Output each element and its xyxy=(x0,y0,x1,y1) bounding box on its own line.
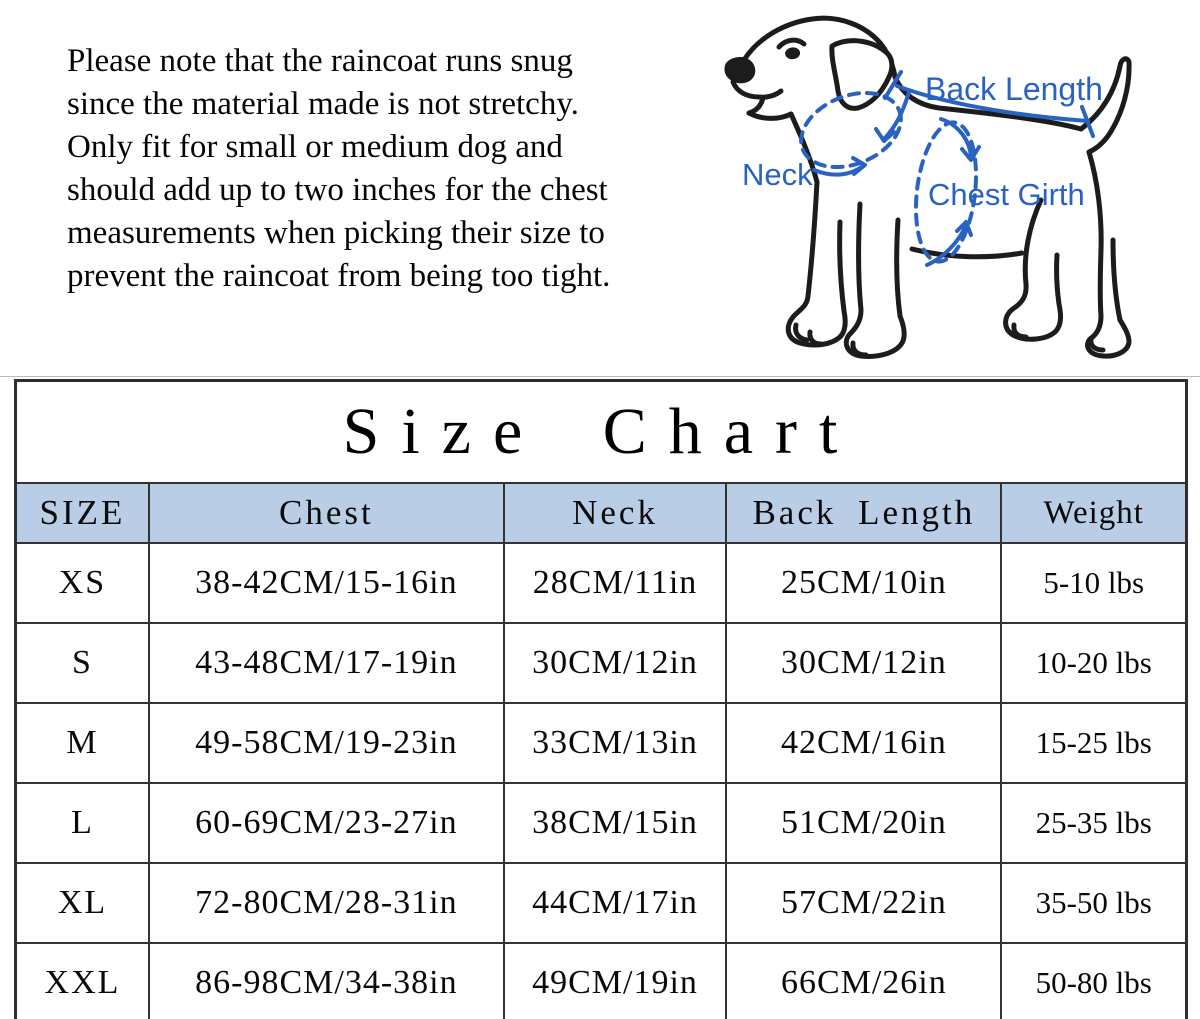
note-line: Please note that the raincoat runs snug xyxy=(67,43,573,79)
column-header-chest: Chest xyxy=(149,483,504,543)
cell-chest: 49-58CM/19-23in xyxy=(149,703,504,783)
size-chart-table xyxy=(14,379,1188,1019)
cell-back-length: 51CM/20in xyxy=(726,783,1001,863)
note-line: since the material made is not stretchy. xyxy=(67,86,579,122)
column-header-back-length: Back Length xyxy=(726,483,1001,543)
cell-size: XL xyxy=(16,863,149,943)
cell-size: S xyxy=(16,623,149,703)
cell-neck: 49CM/19in xyxy=(504,943,726,1019)
table-row-xxl xyxy=(16,943,1187,1019)
cell-size: M xyxy=(16,703,149,783)
table-row-l xyxy=(16,783,1187,863)
cell-back-length: 66CM/26in xyxy=(726,943,1001,1019)
column-header-size: SIZE xyxy=(16,483,149,543)
cell-weight: 25-35 lbs xyxy=(1001,783,1186,863)
table-row-m xyxy=(16,703,1187,783)
table-row-s xyxy=(16,623,1187,703)
note-line: Only fit for small or medium dog and xyxy=(67,129,563,165)
note-line: prevent the raincoat from being too tight. xyxy=(67,258,611,294)
size-chart-title-row xyxy=(16,381,1187,484)
table-row-xl xyxy=(16,863,1187,943)
cell-neck: 38CM/15in xyxy=(504,783,726,863)
cell-neck: 33CM/13in xyxy=(504,703,726,783)
cell-back-length: 30CM/12in xyxy=(726,623,1001,703)
cell-chest: 72-80CM/28-31in xyxy=(149,863,504,943)
cell-size: XXL xyxy=(16,943,149,1019)
cell-back-length: 25CM/10in xyxy=(726,543,1001,623)
cell-neck: 44CM/17in xyxy=(504,863,726,943)
cell-chest: 60-69CM/23-27in xyxy=(149,783,504,863)
cell-chest: 86-98CM/34-38in xyxy=(149,943,504,1019)
cell-back-length: 57CM/22in xyxy=(726,863,1001,943)
note-line: should add up to two inches for the chest xyxy=(67,172,608,208)
cell-weight: 35-50 lbs xyxy=(1001,863,1186,943)
cell-weight: 50-80 lbs xyxy=(1001,943,1186,1019)
cell-chest: 38-42CM/15-16in xyxy=(149,543,504,623)
cell-weight: 5-10 lbs xyxy=(1001,543,1186,623)
back-length-label: Back Length xyxy=(925,71,1103,107)
dog-eye xyxy=(785,47,800,59)
size-chart-title: Size Chart xyxy=(16,381,1187,484)
table-row-xs xyxy=(16,543,1187,623)
dog-illustration xyxy=(700,2,1190,368)
section-divider xyxy=(0,376,1200,377)
size-chart-header-row xyxy=(16,483,1187,543)
cell-neck: 30CM/12in xyxy=(504,623,726,703)
cell-weight: 15-25 lbs xyxy=(1001,703,1186,783)
measurement-annotations xyxy=(742,71,1103,265)
note-line: measurements when picking their size to xyxy=(67,215,605,251)
dog-measurement-diagram xyxy=(700,2,1190,368)
dog-nose xyxy=(724,57,755,83)
cell-chest: 43-48CM/17-19in xyxy=(149,623,504,703)
column-header-weight: Weight xyxy=(1001,483,1186,543)
cell-weight: 10-20 lbs xyxy=(1001,623,1186,703)
cell-back-length: 42CM/16in xyxy=(726,703,1001,783)
note-text xyxy=(67,40,610,298)
cell-neck: 28CM/11in xyxy=(504,543,726,623)
column-header-neck: Neck xyxy=(504,483,726,543)
cell-size: XS xyxy=(16,543,149,623)
cell-size: L xyxy=(16,783,149,863)
chest-girth-label: Chest Girth xyxy=(928,177,1085,212)
neck-label: Neck xyxy=(742,157,813,192)
